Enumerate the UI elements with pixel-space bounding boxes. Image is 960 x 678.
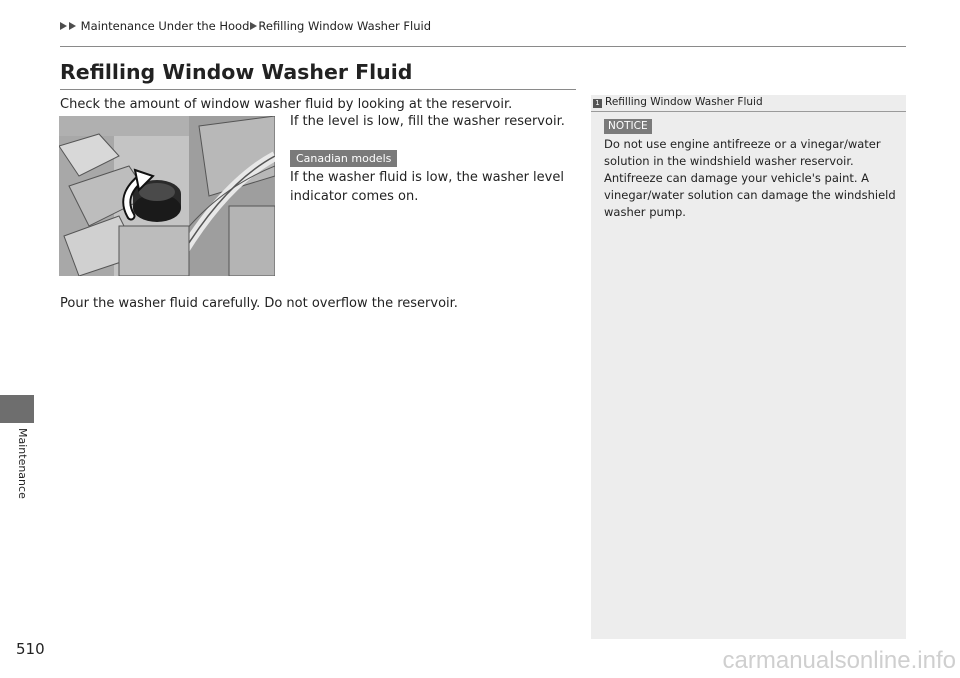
header-divider bbox=[60, 46, 906, 47]
breadcrumb-item[interactable]: Refilling Window Washer Fluid bbox=[258, 19, 432, 33]
watermark: carmanualsonline.info bbox=[722, 647, 956, 674]
breadcrumb-item[interactable]: Maintenance Under the Hood bbox=[80, 19, 250, 33]
notice-text: Do not use engine antifreeze or a vinegar/water solution in the windshield washer reservoir. Antifreeze can damage your vehicle's paint. A vinegar/water solution can damage the windshield washer pump. bbox=[604, 137, 896, 219]
intro-text: Check the amount of window washer fluid by looking at the reservoir. bbox=[60, 97, 513, 112]
breadcrumb bbox=[60, 19, 431, 33]
title-divider bbox=[60, 89, 576, 90]
notice-label: NOTICE bbox=[604, 119, 652, 134]
washer-reservoir-drawing bbox=[59, 116, 275, 276]
caution-text: Pour the washer fluid carefully. Do not overflow the reservoir. bbox=[60, 296, 458, 311]
step-fill-reservoir: If the level is low, fill the washer reservoir. bbox=[290, 114, 565, 129]
side-note-divider bbox=[591, 111, 906, 112]
region-badge: Canadian models bbox=[290, 150, 397, 167]
page-title: Refilling Window Washer Fluid bbox=[60, 60, 413, 84]
side-note-heading bbox=[593, 96, 763, 108]
breadcrumb-arrow-icon bbox=[250, 22, 257, 30]
page-number: 510 bbox=[16, 640, 45, 658]
engine-bay-illustration bbox=[59, 116, 275, 276]
section-tab bbox=[0, 395, 34, 423]
side-note-title: Refilling Window Washer Fluid bbox=[605, 96, 763, 108]
note-marker-icon: 1 bbox=[593, 99, 602, 108]
breadcrumb-arrow-icon bbox=[69, 22, 76, 30]
section-tab-label: Maintenance bbox=[16, 428, 29, 499]
breadcrumb-arrow-icon bbox=[60, 22, 67, 30]
step-level-indicator: If the washer fluid is low, the washer level indicator comes on. bbox=[290, 170, 564, 204]
